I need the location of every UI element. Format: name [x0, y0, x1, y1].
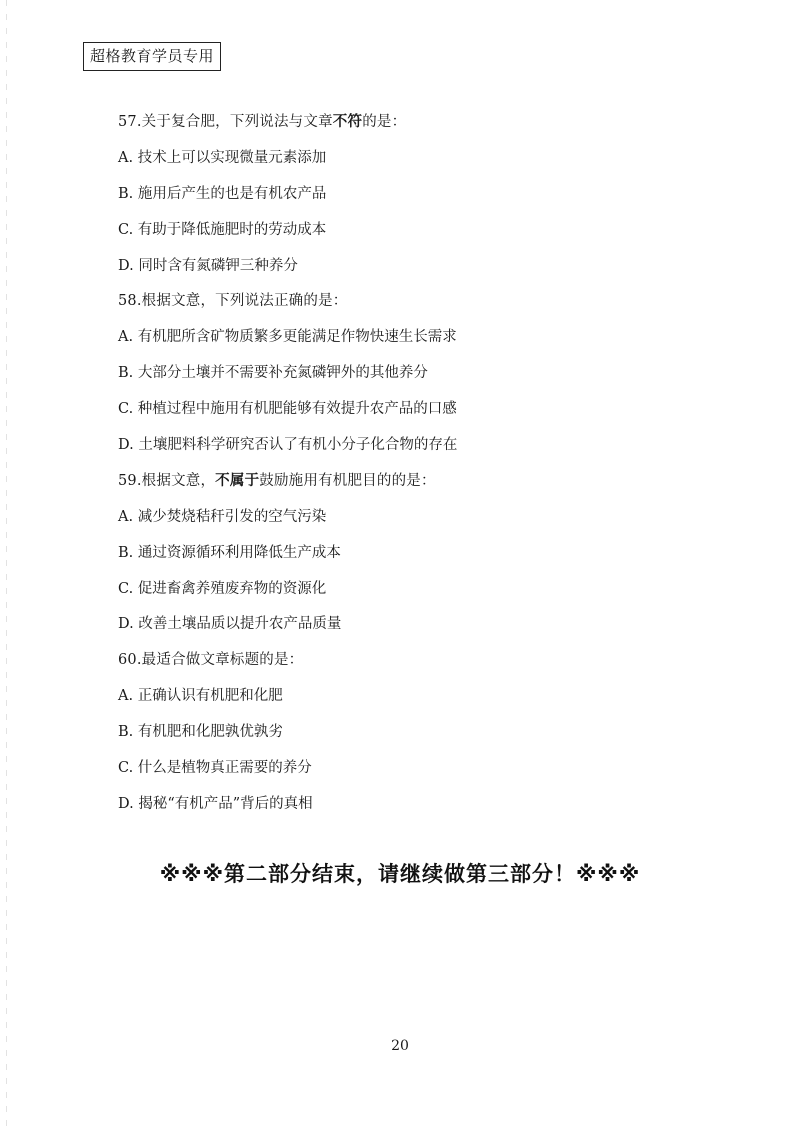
question-57-stem: [118, 112, 718, 132]
question-60-option-a: A. 正确认识有机肥和化肥: [118, 688, 283, 705]
question-59-stem: [118, 471, 718, 491]
question-number: 60.: [118, 652, 142, 669]
scan-edge-decoration: [6, 0, 7, 1128]
question-60-stem: [118, 650, 718, 670]
question-60-option-d: D. 揭秘“有机产品”背后的真相: [118, 795, 313, 812]
question-list: [118, 112, 718, 830]
question-59-option-c: C. 促进畜禽养殖废弃物的资源化: [118, 580, 327, 597]
question-stem-text: 最适合做文章标题的是：: [141, 652, 304, 669]
question-stem-emphasis: 不属于: [215, 471, 260, 489]
question-58-option-d: D. 土壤肥料科学研究否认了有机小分子化合物的存在: [118, 437, 458, 454]
question-57-option-c: C. 有助于降低施肥时的劳动成本: [118, 221, 327, 238]
question-number: 59.: [118, 472, 142, 489]
question-57-option-d: D. 同时含有氮磷钾三种养分: [118, 257, 298, 274]
page-number: 20: [391, 1038, 409, 1054]
question-57-option-b: B. 施用后产生的也是有机农产品: [118, 185, 327, 202]
question-stem-text: 关于复合肥，下列说法与文章: [141, 114, 333, 130]
question-number: 58.: [118, 293, 142, 310]
question-58-option-b: B. 大部分土壤并不需要补充氮磷钾外的其他养分: [118, 365, 428, 382]
question-stem-text: 根据文意，下列说法正确的是：: [141, 293, 348, 310]
question-57-option-a: A. 技术上可以实现微量元素添加: [118, 149, 327, 166]
question-stem-emphasis: 不符: [332, 113, 363, 130]
question-59-option-d: D. 改善土壤品质以提升农产品质量: [118, 616, 342, 633]
question-59-option-a: A. 减少焚烧秸秆引发的空气污染: [118, 508, 327, 525]
section-end-banner: ※※※第二部分结束，请继续做第三部分！※※※: [159, 862, 641, 886]
question-number: 57.: [118, 114, 142, 130]
header-label-box: 超格教育学员专用: [83, 42, 221, 71]
question-58-option-a: A. 有机肥所含矿物质繁多更能满足作物快速生长需求: [118, 329, 457, 346]
question-stem-text: 的是：: [362, 114, 407, 130]
question-60-option-b: B. 有机肥和化肥孰优孰劣: [118, 724, 283, 741]
question-58-stem: [118, 291, 718, 311]
question-stem-text: 鼓励施用有机肥目的的是：: [259, 472, 436, 489]
question-59-option-b: B. 通过资源循环利用降低生产成本: [118, 544, 341, 561]
question-stem-text: 根据文意，: [141, 472, 216, 489]
question-58-option-c: C. 种植过程中施用有机肥能够有效提升农产品的口感: [118, 401, 457, 418]
question-60-option-c: C. 什么是植物真正需要的养分: [118, 760, 312, 777]
